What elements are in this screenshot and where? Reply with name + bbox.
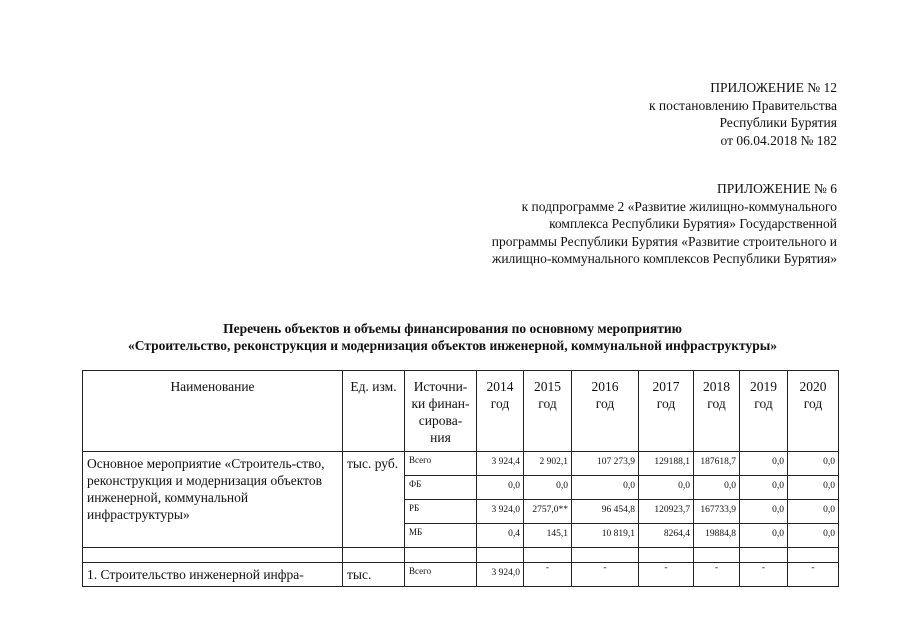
appendix-12-title: ПРИЛОЖЕНИЕ № 12 xyxy=(710,80,837,95)
source-cell: РБ xyxy=(405,500,477,524)
source-cell: ФБ xyxy=(405,476,477,500)
value-cell: 0,0 xyxy=(639,476,694,500)
header-unit: Ед. изм. xyxy=(343,371,405,452)
row-name-main-activity: Основное мероприятие «Строитель-ство, реконструкция и модернизация объектов инженерной, коммунальной инфраструктуры» xyxy=(83,452,343,548)
source-cell: Всего xyxy=(405,452,477,476)
value-cell: - xyxy=(740,563,788,587)
value-cell: 0,0 xyxy=(740,452,788,476)
appendix-12-ref: Республики Бурятия xyxy=(719,115,837,130)
financing-table xyxy=(82,370,839,587)
header-year-2015: 2015 год xyxy=(524,371,572,452)
header-source: Источни- ки финан- сирова- ния xyxy=(405,371,477,452)
appendix-6-block xyxy=(492,180,837,268)
value-cell: 145,1 xyxy=(524,524,572,548)
table-row xyxy=(83,563,839,587)
header-year-2020: 2020 год xyxy=(788,371,839,452)
document-title xyxy=(0,320,905,354)
value-cell: 0,0 xyxy=(788,524,839,548)
value-cell: 3 924,0 xyxy=(477,563,524,587)
row-unit: тыс. xyxy=(343,563,405,587)
table-row xyxy=(83,452,839,476)
source-cell: Всего xyxy=(405,563,477,587)
document-title-line: «Строительство, реконструкция и модернизация объектов инженерной, коммунальной инфраструктуры» xyxy=(127,338,778,353)
value-cell: 0,0 xyxy=(572,476,639,500)
appendix-12-ref: к постановлению Правительства xyxy=(648,97,837,113)
value-cell: 129188,1 xyxy=(639,452,694,476)
header-year-2019: 2019 год xyxy=(740,371,788,452)
value-cell: 0,4 xyxy=(477,524,524,548)
appendix-6-ref: комплекса Республики Бурятия» Государственной xyxy=(549,216,837,231)
value-cell: 19884,8 xyxy=(694,524,740,548)
value-cell: - xyxy=(788,563,839,587)
table-spacer-row xyxy=(83,548,839,563)
table-header-row xyxy=(83,371,839,452)
value-cell: 167733,9 xyxy=(694,500,740,524)
appendix-6-ref: программы Республики Бурятия «Развитие строительного и xyxy=(491,233,837,249)
value-cell: 3 924,4 xyxy=(477,452,524,476)
value-cell: 0,0 xyxy=(740,476,788,500)
value-cell: 187618,7 xyxy=(694,452,740,476)
value-cell: - xyxy=(639,563,694,587)
header-name: Наименование xyxy=(83,371,343,452)
appendix-6-ref: жилищно-коммунального комплексов Республики Бурятия» xyxy=(492,251,837,266)
value-cell: 0,0 xyxy=(788,476,839,500)
header-year-2017: 2017 год xyxy=(639,371,694,452)
financing-table-wrapper xyxy=(82,370,839,582)
source-cell: МБ xyxy=(405,524,477,548)
appendix-6-title: ПРИЛОЖЕНИЕ № 6 xyxy=(716,181,837,196)
appendix-12-block xyxy=(649,79,837,149)
value-cell: 120923,7 xyxy=(639,500,694,524)
value-cell: 0,0 xyxy=(524,476,572,500)
value-cell: 2757,0** xyxy=(524,500,572,524)
value-cell: 0,0 xyxy=(740,524,788,548)
value-cell: 0,0 xyxy=(694,476,740,500)
value-cell: 10 819,1 xyxy=(572,524,639,548)
header-year-2016: 2016 год xyxy=(572,371,639,452)
value-cell: 0,0 xyxy=(788,500,839,524)
value-cell: - xyxy=(524,563,572,587)
value-cell: 8264,4 xyxy=(639,524,694,548)
value-cell: 0,0 xyxy=(740,500,788,524)
header-year-2018: 2018 год xyxy=(694,371,740,452)
value-cell: 107 273,9 xyxy=(572,452,639,476)
header-year-2014: 2014 год xyxy=(477,371,524,452)
value-cell: 2 902,1 xyxy=(524,452,572,476)
document-title-line: Перечень объектов и объемы финансирования по основному мероприятию xyxy=(223,321,682,336)
value-cell: 96 454,8 xyxy=(572,500,639,524)
value-cell: - xyxy=(572,563,639,587)
value-cell: 0,0 xyxy=(477,476,524,500)
appendix-6-ref: к подпрограмме 2 «Развитие жилищно-коммунального xyxy=(521,198,837,214)
appendix-12-date: от 06.04.2018 № 182 xyxy=(720,132,837,148)
value-cell: 0,0 xyxy=(788,452,839,476)
row-name-construction: 1. Строительство инженерной инфра- xyxy=(83,563,343,587)
value-cell: - xyxy=(694,563,740,587)
row-unit: тыс. руб. xyxy=(343,452,405,548)
value-cell: 3 924,0 xyxy=(477,500,524,524)
